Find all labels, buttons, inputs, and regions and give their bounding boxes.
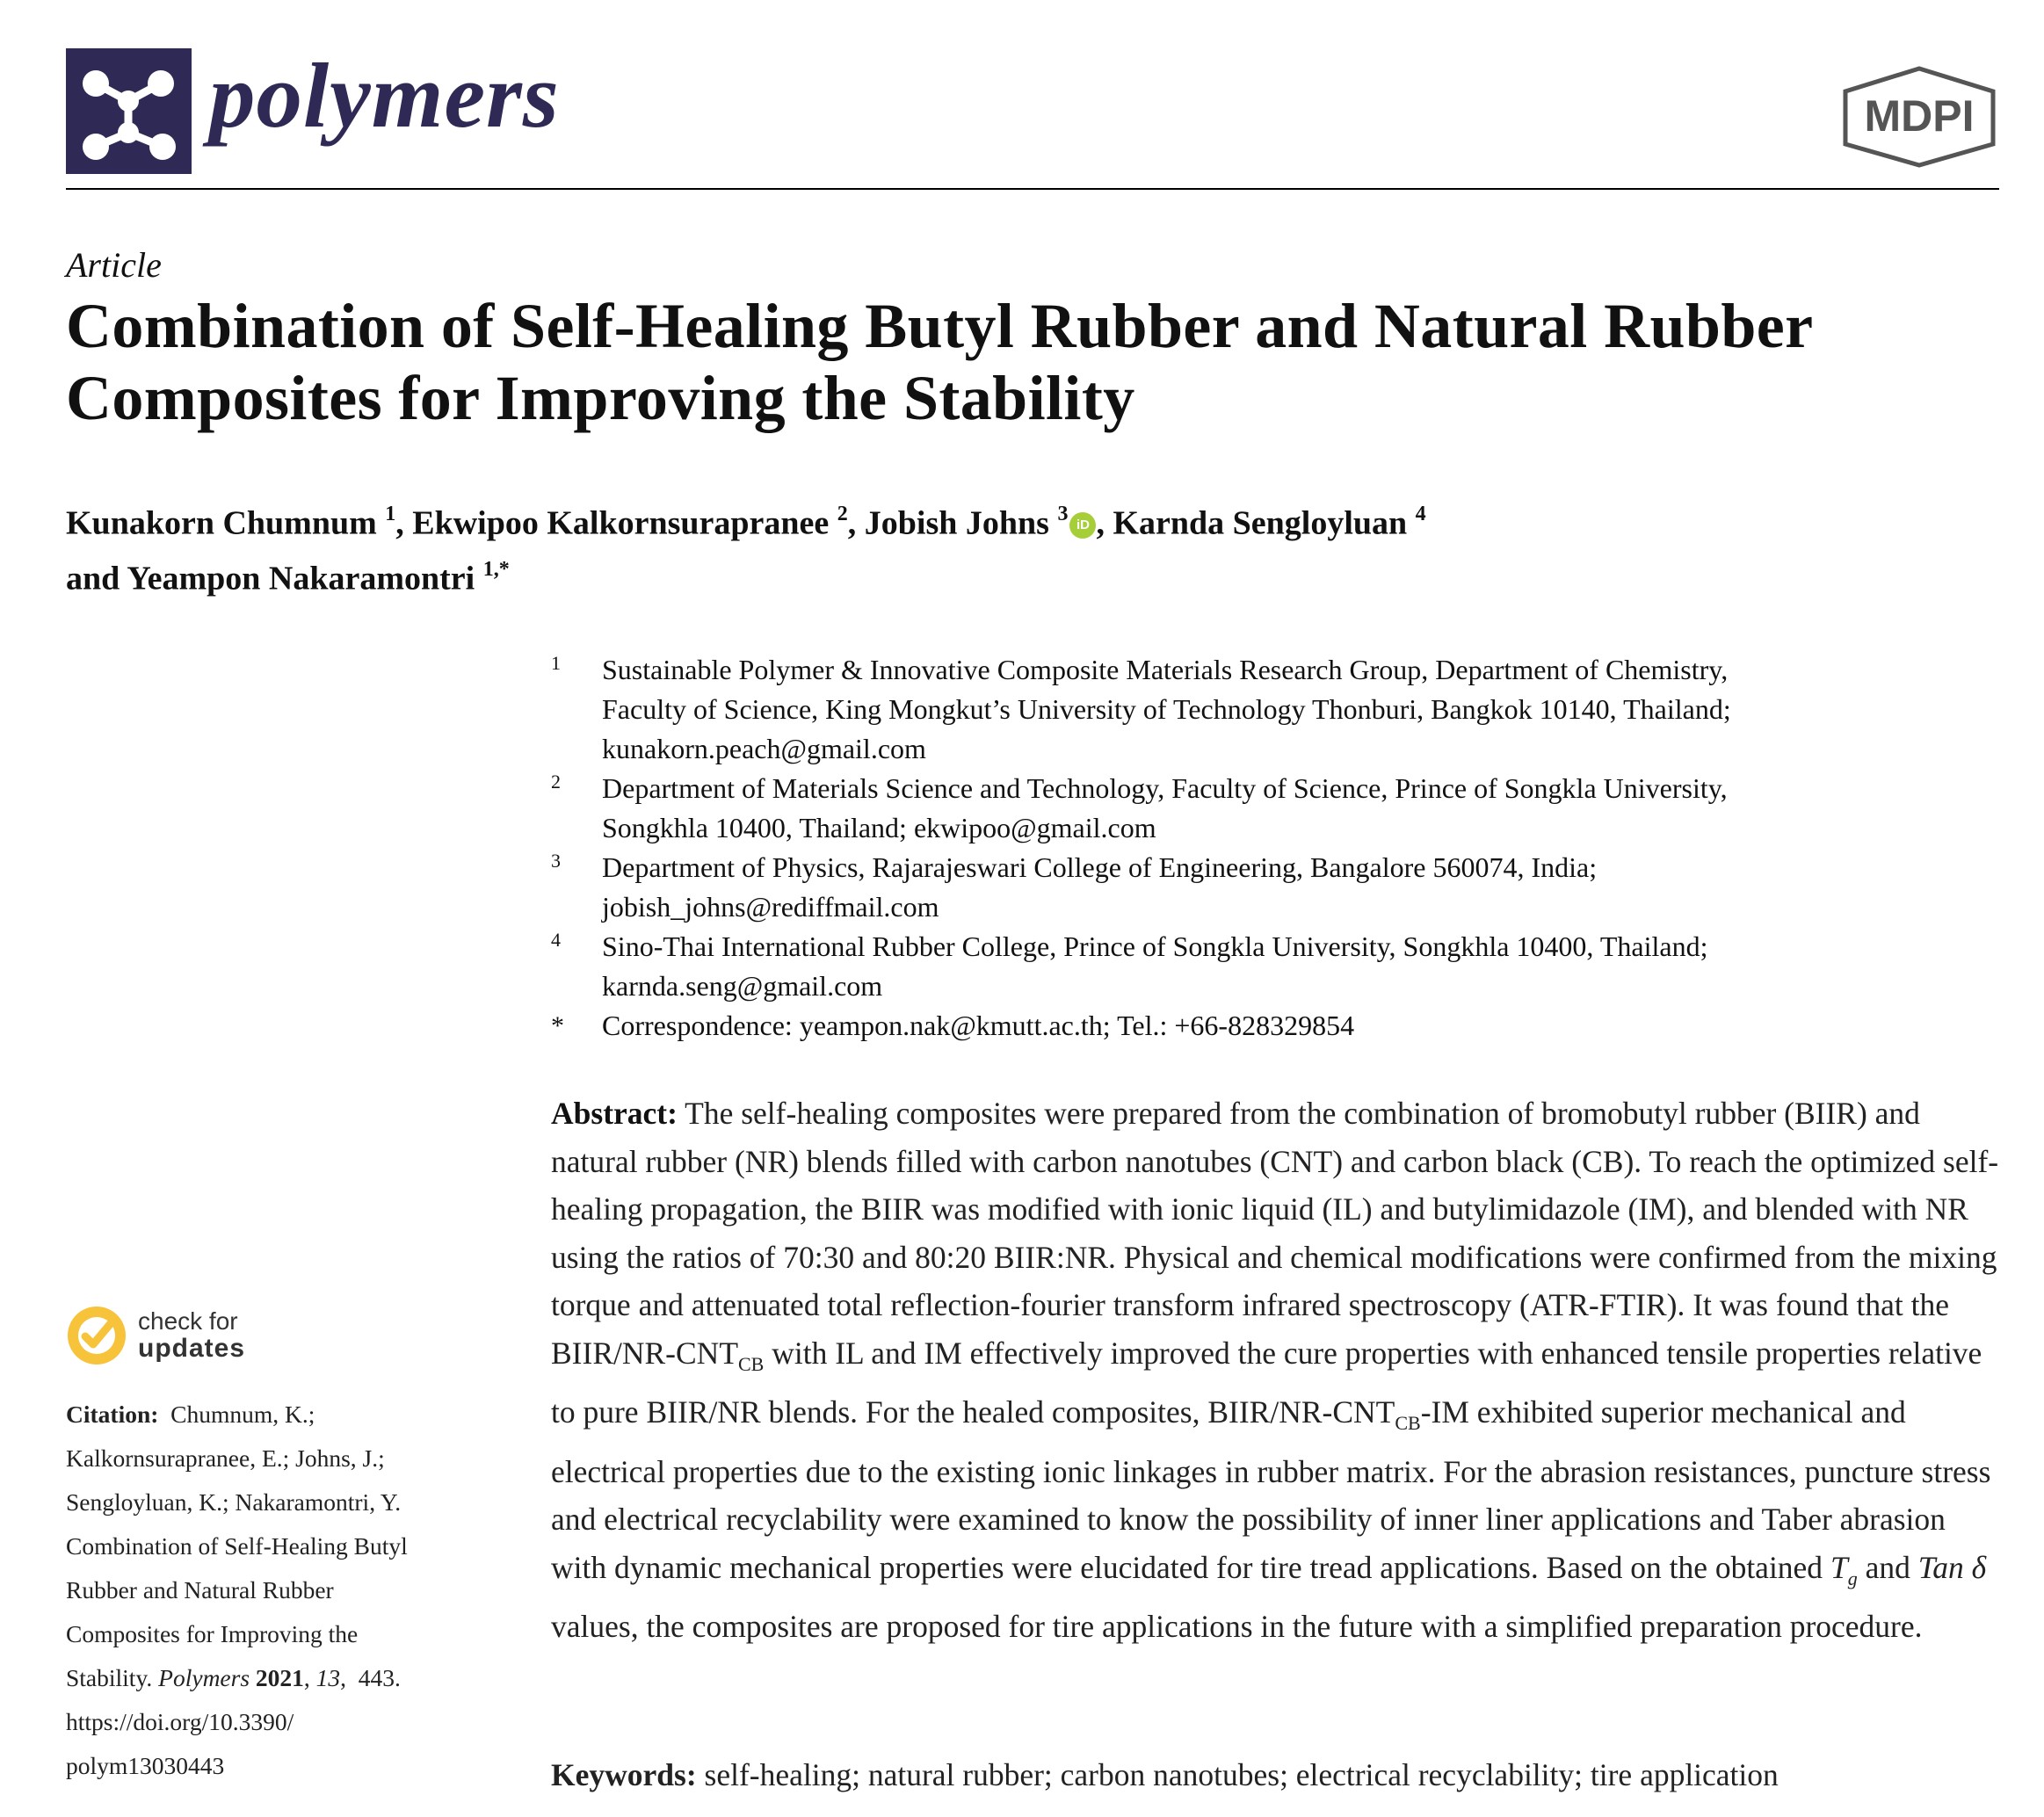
citation-line: Rubber and Natural Rubber — [66, 1576, 334, 1603]
affiliation-number: 4 — [551, 929, 561, 951]
author-affiliation-mark: 4 — [1415, 503, 1426, 525]
keywords — [551, 1753, 2001, 1797]
correspondence — [551, 1006, 2001, 1046]
updates-label-line1: check for — [138, 1307, 238, 1335]
citation-line: Kalkornsurapranee, E.; Johns, J.; — [66, 1444, 385, 1472]
abstract-symbol: T — [1830, 1549, 1848, 1585]
author-name: Kunakorn Chumnum — [66, 504, 377, 542]
abstract — [551, 1089, 2001, 1651]
affiliation-number: 3 — [551, 850, 561, 872]
abstract-subscript: g — [1847, 1567, 1858, 1589]
keywords-label: Keywords: — [551, 1757, 697, 1792]
author-name: Jobish Johns — [864, 504, 1049, 542]
citation-doi-link[interactable]: polym13030443 — [66, 1752, 225, 1779]
citation-line: Stability. — [66, 1664, 153, 1691]
citation-block: Citation: Chumnum, K.; Kalkornsurapranee, E.; Johns, J.; Sengloyluan, K.; Nakaramontri, Y. Combination of Self-Healing Butyl Rubber and Natural Rubber Composites for Improving the Stability. Polymers 2021, 13, 443. https://doi.org/10.3390/ polym13030443 — [66, 1393, 479, 1788]
affiliation-number: 2 — [551, 771, 561, 793]
citation-doi-link[interactable]: https://doi.org/10.3390/ — [66, 1708, 294, 1735]
citation-label: Citation: — [66, 1401, 159, 1428]
abstract-subscript: CB — [738, 1352, 765, 1375]
abstract-label: Abstract: — [551, 1096, 678, 1131]
citation-line: Composites for Improving the — [66, 1620, 359, 1647]
abstract-symbol: Tan δ — [1917, 1549, 1987, 1585]
author-affiliation-mark: 1,* — [482, 557, 510, 581]
affiliation-item — [551, 769, 2001, 848]
citation-volume: 13 — [315, 1664, 341, 1691]
affiliation-line: Faculty of Science, King Mongkut’s University of Technology Thonburi, Bangkok 10140, Thailand; — [602, 693, 1731, 725]
affiliation-line: Songkhla 10400, Thailand; ekwipoo@gmail.com — [602, 812, 1156, 843]
affiliation-line: Sustainable Polymer & Innovative Composite Materials Research Group, Department of Chemistry, — [602, 654, 1729, 685]
author-conjunction: and — [66, 560, 120, 597]
article-title: Combination of Self-Healing Butyl Rubber and Natural Rubber Composites for Improving the Stability — [66, 291, 1813, 433]
abstract-subscript: CB — [1395, 1412, 1421, 1435]
affiliation-item — [551, 650, 2001, 769]
correspondence-mark: * — [551, 1011, 564, 1040]
orcid-icon[interactable]: iD — [1069, 512, 1096, 539]
author-name: Karnda Sengloyluan — [1113, 504, 1408, 542]
affiliation-item — [551, 927, 2001, 1006]
abstract-text: The self-healing composites were prepared from the combination of bromobutyl rubber (BIIR) and natural rubber (NR) blends filled with carbon nanotubes (CNT) and carbon black (CB). To reach the optimized self-healing propagation, the BIIR was modified with ionic liquid (IL) and butylimidazole (IM), and blended with NR using the ratios of 70:30 and 80:20 BIIR:NR. Physical and chemical modifications were confirmed from the mixing torque and attenuated total reflection-fourier transform infrared spectroscopy (ATR-FTIR). It was found that the BIIR/NR-CNT — [551, 1096, 1999, 1371]
affiliation-line: Department of Physics, Rajarajeswari College of Engineering, Bangalore 560074, India; — [602, 851, 1598, 883]
updates-label-line2: updates — [138, 1334, 246, 1363]
author-name: Ekwipoo Kalkornsurapranee — [412, 504, 830, 542]
author-name: Yeampon Nakaramontri — [127, 560, 475, 597]
citation-year: 2021 — [255, 1664, 304, 1691]
affiliation-line: Department of Materials Science and Technology, Faculty of Science, Prince of Songkla University, — [602, 772, 1728, 804]
author-affiliation-mark: 1 — [385, 503, 396, 525]
header-divider — [66, 188, 1999, 190]
check-updates-icon — [66, 1305, 127, 1366]
affiliation-line: Sino-Thai International Rubber College, Prince of Songkla University, Songkhla 10400, Thailand; — [602, 930, 1708, 962]
citation-journal: Polymers — [158, 1664, 250, 1691]
affiliation-email[interactable]: kunakorn.peach@gmail.com — [602, 733, 926, 764]
abstract-text: and — [1857, 1549, 1918, 1585]
abstract-text: -IM exhibited superior mechanical and electrical properties due to the existing ionic linkages in rubber matrix. For the abrasion resistances, puncture stress and electrical recyclability were examined to know the possibility of inner liner applications and Taber abrasion with dynamic mechanical properties were elucidated for tire tread applications. Based on the obtained — [551, 1394, 1991, 1585]
mdpi-logo — [1838, 65, 2000, 169]
affiliation-email[interactable]: jobish_johns@rediffmail.com — [602, 891, 939, 923]
affiliation-item — [551, 848, 2001, 927]
check-for-updates-button[interactable] — [66, 1305, 268, 1366]
publisher-name: MDPI — [1864, 91, 1975, 141]
correspondence-text[interactable]: Correspondence: yeampon.nak@kmutt.ac.th; Tel.: +66-828329854 — [602, 1010, 1355, 1041]
author-list: Kunakorn Chumnum $^1$, Ekwipoo Kalkornsurapranee $^2$, Jobish Johns $^3$ iD , Karnda Sengloyluan $^4$ and Yeampon Nakaramontri $^{1,*}$ — [66, 503, 1426, 597]
author-affiliation-mark: 3 — [1057, 503, 1069, 525]
affiliation-number: 1 — [551, 652, 561, 674]
citation-line: Sengloyluan, K.; Nakaramontri, Y. — [66, 1488, 402, 1516]
affiliation-list — [551, 650, 2001, 1046]
author-affiliation-mark: 2 — [837, 503, 848, 525]
abstract-text: values, the composites are proposed for tire applications in the future with a simplified preparation procedure. — [551, 1609, 1923, 1645]
citation-line: Combination of Self-Healing Butyl — [66, 1532, 408, 1560]
affiliation-email[interactable]: karnda.seng@gmail.com — [602, 970, 883, 1002]
article-type: Article — [66, 245, 162, 285]
citation-page: 443. — [358, 1664, 401, 1691]
abstract-text: with IL and IM effectively improved the cure properties with enhanced tensile properties relative to pure BIIR/NR blends. For the healed composites, BIIR/NR-CNT — [551, 1335, 1982, 1430]
keywords-text: self-healing; natural rubber; carbon nanotubes; electrical recyclability; tire application — [696, 1757, 1779, 1792]
journal-logo-icon — [66, 48, 192, 174]
citation-line: Chumnum, K.; — [170, 1401, 315, 1428]
journal-name: polymers — [209, 44, 560, 147]
